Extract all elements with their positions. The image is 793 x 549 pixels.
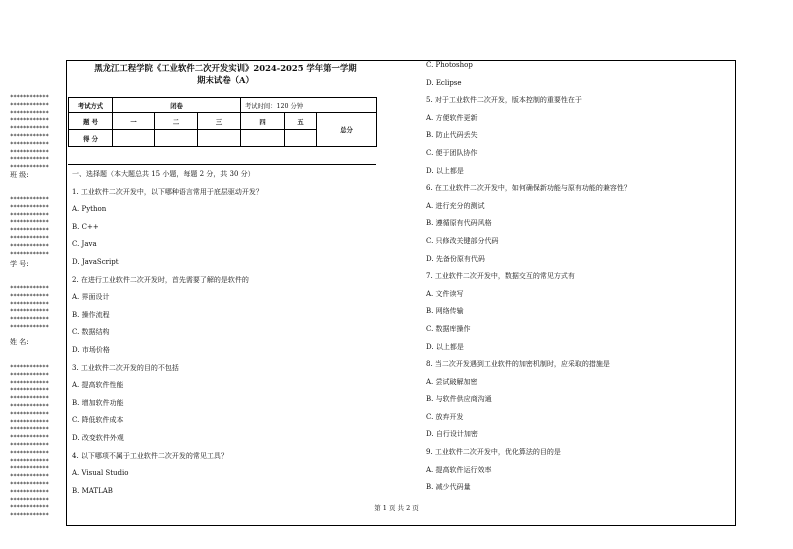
exam-mode-value: 闭卷 — [113, 98, 241, 113]
option: B. MATLAB — [72, 486, 113, 495]
option: C. 只修改关键部分代码 — [426, 236, 499, 245]
score-cell-2[interactable] — [155, 130, 198, 147]
question-5: 5. 对于工业软件二次开发，版本控制的重要性在于 — [426, 96, 582, 105]
option: B. 与软件供应商沟通 — [426, 395, 492, 404]
col-header-2: 二 — [155, 113, 198, 130]
exam-mode-label: 考试方式 — [69, 98, 113, 113]
option: D. 自行设计加密 — [426, 430, 478, 439]
page-footer: 第 1 页 共 2 页 — [374, 504, 419, 512]
option: C. 数据结构 — [72, 328, 110, 337]
option: C. 数据库操作 — [426, 324, 471, 333]
option: A. 提高软件运行效率 — [426, 465, 492, 474]
score-cell-4[interactable] — [241, 130, 285, 147]
title-line-1: 黑龙江工程学院《工业软件二次开发实训》2024-2025 学年第一学期 — [94, 63, 357, 73]
option: C. 便于团队协作 — [426, 148, 478, 157]
option: B. 网络传输 — [426, 307, 464, 316]
question-no-label: 题 号 — [69, 113, 113, 130]
dotted-seal-line-3: ************ ************ ************ ************ ************ ************ — [10, 285, 49, 331]
option: B. 防止代码丢失 — [426, 131, 478, 140]
option: C. 放弃开发 — [426, 412, 464, 421]
option: B. 遵循原有代码风格 — [426, 219, 492, 228]
binding-margin — [0, 0, 66, 549]
option: D. JavaScript — [72, 257, 119, 266]
col-header-5: 五 — [285, 113, 317, 130]
question-4: 4. 以下哪项不属于工业软件二次开发的常见工具？ — [72, 451, 228, 460]
option: D. 先备份原有代码 — [426, 254, 485, 263]
student-id-label: 学 号: — [10, 260, 29, 268]
option: A. Visual Studio — [72, 469, 129, 478]
option: D. 改变软件外观 — [72, 433, 124, 442]
score-cell-1[interactable] — [113, 130, 155, 147]
question-3: 3. 工业软件二次开发的目的不包括 — [72, 363, 179, 372]
exam-time: 考试时间：120 分钟 — [241, 98, 377, 113]
name-label: 姓 名: — [10, 338, 29, 346]
section-heading: 一、选择题（本大题总共 15 小题，每题 2 分，共 30 分） — [72, 170, 255, 178]
option: A. 界面设计 — [72, 293, 110, 302]
col-header-1: 一 — [113, 113, 155, 130]
option: C. Java — [72, 240, 97, 249]
question-6: 6. 在工业软件二次开发中，如何确保新功能与原有功能的兼容性？ — [426, 184, 631, 193]
option: A. 进行充分的测试 — [426, 201, 485, 210]
score-label: 得 分 — [69, 130, 113, 147]
dotted-seal-line-1: ************ ************ ************ ************ ************ ************ ************ ************ ************ ************ — [10, 94, 49, 172]
divider — [68, 164, 376, 165]
score-table — [68, 97, 377, 147]
score-cell-3[interactable] — [198, 130, 241, 147]
title-line-2: 期末试卷（A） — [197, 75, 254, 85]
total-label: 总分 — [317, 113, 377, 147]
option: A. 方便软件更新 — [426, 113, 478, 122]
option: B. 减少代码量 — [426, 483, 471, 492]
option: D. 市场价格 — [72, 345, 110, 354]
dotted-seal-line-4: ************ ************ ************ ************ ************ ************ ************ ************ ************ ************ ************ ************ ************ ************ ************ ************ ************ ************ ************ ************ — [10, 364, 49, 520]
question-2: 2. 在进行工业软件二次开发时，首先需要了解的是软件的 — [72, 275, 249, 284]
right-column — [426, 57, 631, 497]
option: A. Python — [72, 205, 107, 214]
option: A. 提高软件性能 — [72, 381, 124, 390]
question-8: 8. 当二次开发遇到工业软件的加密机制时，应采取的措施是 — [426, 360, 610, 369]
option: A. 尝试破解加密 — [426, 377, 478, 386]
question-9: 9. 工业软件二次开发中，优化算法的目的是 — [426, 448, 561, 457]
option: C. Photoshop — [426, 61, 473, 69]
left-column — [72, 166, 263, 500]
col-header-3: 三 — [198, 113, 241, 130]
option: A. 文件读写 — [426, 289, 464, 298]
option: D. Eclipse — [426, 78, 462, 87]
option: B. 操作流程 — [72, 310, 110, 319]
score-cell-5[interactable] — [285, 130, 317, 147]
question-1: 1. 工业软件二次开发中，以下哪种语言常用于底层驱动开发？ — [72, 187, 263, 196]
option: D. 以上都是 — [426, 166, 464, 175]
dotted-seal-line-2: ************ ************ ************ ************ ************ ************ ************ ************ — [10, 196, 49, 258]
option: B. 增加软件功能 — [72, 398, 124, 407]
option: D. 以上都是 — [426, 342, 464, 351]
option: B. C++ — [72, 222, 99, 231]
class-label: 班 级: — [10, 171, 29, 179]
option: C. 降低软件成本 — [72, 416, 124, 425]
exam-title — [73, 62, 378, 86]
col-header-4: 四 — [241, 113, 285, 130]
question-7: 7. 工业软件二次开发中，数据交互的常见方式有 — [426, 272, 575, 281]
